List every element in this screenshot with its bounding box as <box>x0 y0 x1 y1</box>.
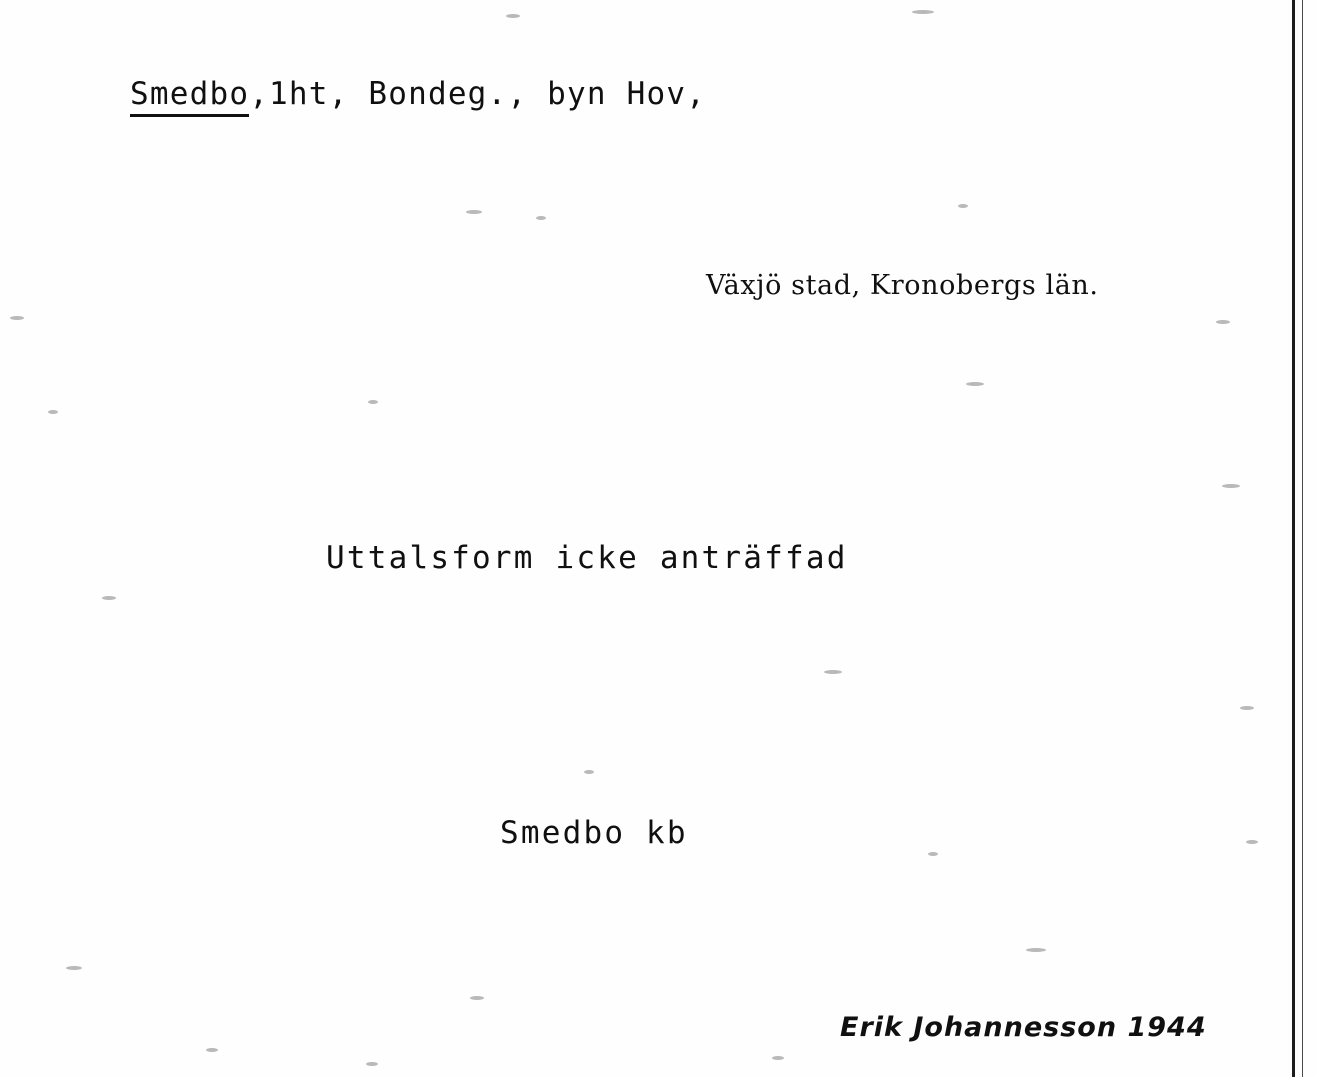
scan-speckle <box>772 1056 784 1060</box>
headword-suffix: ,1ht, Bondeg., byn Hov, <box>249 76 707 112</box>
headword: Smedbo <box>130 76 249 117</box>
signature-line: Erik Johannesson 1944 <box>840 1012 1207 1043</box>
scan-speckle <box>1246 840 1258 844</box>
scan-speckle <box>912 10 934 14</box>
scan-speckle <box>48 410 58 414</box>
scan-speckle <box>10 316 24 320</box>
scan-speckle <box>536 216 546 220</box>
scan-speckle <box>928 852 938 856</box>
scan-speckle <box>506 14 520 18</box>
headword-line <box>130 76 706 112</box>
short-form-line: Smedbo kb <box>500 815 688 851</box>
scan-speckle <box>824 670 842 674</box>
scan-speckle <box>466 210 482 214</box>
scan-speckle <box>66 966 82 970</box>
scan-speckle <box>966 382 984 386</box>
scan-speckle <box>1026 948 1046 952</box>
pronunciation-note: Uttalsform icke anträffad <box>326 540 848 576</box>
scan-speckle <box>206 1048 218 1052</box>
scan-speckle <box>366 1062 378 1066</box>
scan-speckle <box>958 204 968 208</box>
scan-speckle <box>102 596 116 600</box>
scan-speckle <box>1222 484 1240 488</box>
scan-speckle <box>1240 706 1254 710</box>
location-line: Växjö stad, Kronobergs län. <box>706 270 1099 301</box>
card-right-edge-line <box>1292 0 1295 1077</box>
card-right-edge-line-secondary <box>1302 0 1303 1077</box>
scan-speckle <box>368 400 378 404</box>
scan-speckle <box>1216 320 1230 324</box>
scan-speckle <box>470 996 484 1000</box>
scan-speckle <box>584 770 594 774</box>
